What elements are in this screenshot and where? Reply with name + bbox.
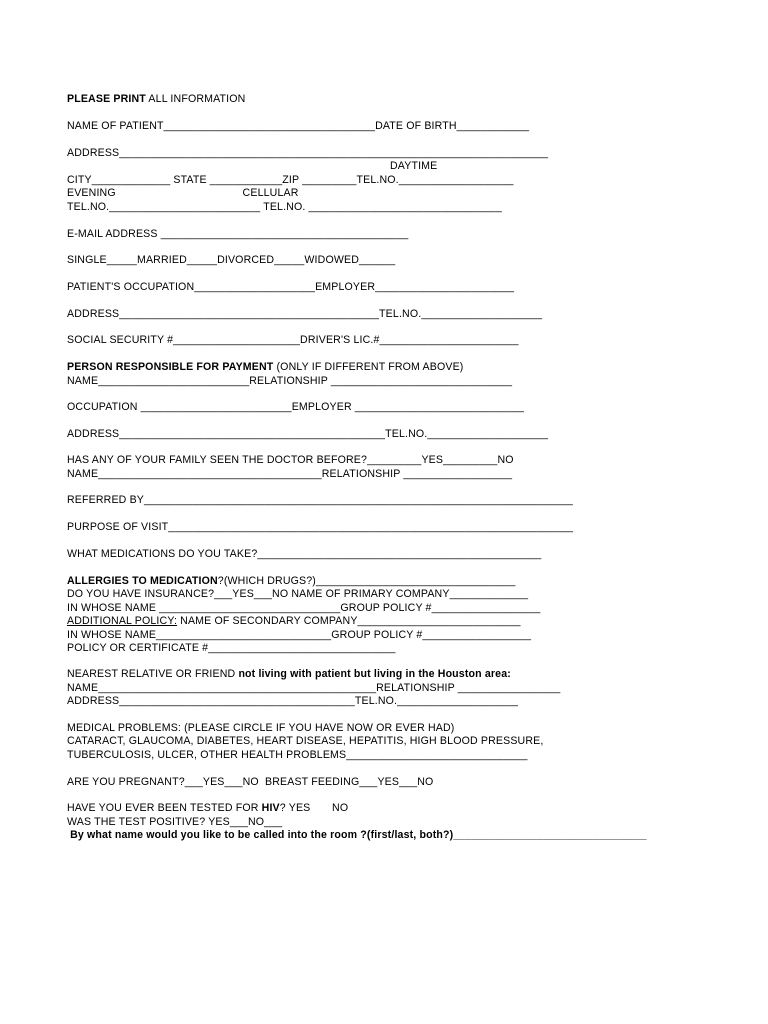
additional-policy-label: ADDITIONAL POLICY:: [67, 615, 178, 627]
allergies-rest-text: ?(WHICH DRUGS?)_________________________________: [217, 575, 516, 587]
ssn-license-field[interactable]: SOCIAL SECURITY #_____________________DRIVER'S LIC.#_______________________: [67, 334, 519, 346]
medical-problems-other-field[interactable]: TUBERCULOSIS, ULCER, OTHER HEALTH PROBLEMS______________________________: [67, 749, 528, 761]
medications-field[interactable]: WHAT MEDICATIONS DO YOU TAKE?_______________________________________________: [67, 548, 542, 560]
hiv-bold-text: HIV: [261, 802, 280, 814]
work-address-field[interactable]: ADDRESS___________________________________________TEL.NO.____________________: [67, 308, 543, 320]
telephone-field[interactable]: TEL.NO._________________________ TEL.NO. ________________________________: [67, 201, 502, 213]
additional-policy-field[interactable]: [67, 615, 521, 628]
evening-cellular-label: EVENING CELLULAR: [67, 187, 299, 199]
insurance-field[interactable]: DO YOU HAVE INSURANCE?___YES___NO NAME OF PRIMARY COMPANY_____________: [67, 588, 529, 600]
allergies-field[interactable]: [67, 575, 515, 588]
relative-bold-text: not living with patient but living in the Houston area:: [238, 668, 511, 680]
relative-plain-text: NEAREST RELATIVE OR FRIEND: [67, 668, 239, 680]
medical-problems-list[interactable]: CATARACT, GLAUCOMA, DIABETES, HEART DISEASE, HEPATITIS, HIGH BLOOD PRESSURE,: [67, 735, 544, 747]
referred-by-field[interactable]: REFERRED BY_______________________________________________________________________: [67, 494, 573, 506]
marital-status-field[interactable]: SINGLE_____MARRIED_____DIVORCED_____WIDOWED______: [67, 254, 396, 266]
medical-problems-heading: MEDICAL PROBLEMS: (PLEASE CIRCLE IF YOU HAVE NOW OR EVER HAD): [67, 722, 455, 734]
responsible-occupation-field[interactable]: OCCUPATION _________________________EMPLOYER ____________________________: [67, 401, 525, 413]
form-header: [67, 93, 245, 106]
hiv-test-field[interactable]: [67, 802, 348, 815]
responsible-rest-text: (ONLY IF DIFFERENT FROM ABOVE): [273, 361, 464, 373]
purpose-of-visit-field[interactable]: PURPOSE OF VISIT___________________________________________________________________: [67, 521, 574, 533]
address-field[interactable]: ADDRESS_______________________________________________________________________: [67, 147, 549, 159]
policy-certificate-field[interactable]: POLICY OR CERTIFICATE #_______________________________: [67, 642, 396, 654]
responsible-name-field[interactable]: NAME_________________________RELATIONSHIP ______________________________: [67, 375, 513, 387]
patient-name-field[interactable]: NAME OF PATIENT___________________________________DATE OF BIRTH____________: [67, 120, 530, 132]
allergies-bold-text: ALLERGIES TO MEDICATION: [67, 575, 218, 587]
header-bold-text: PLEASE PRINT: [67, 93, 146, 105]
relative-name-field[interactable]: NAME______________________________________________RELATIONSHIP _________________: [67, 682, 561, 694]
hiv-after-text: ? YES NO: [279, 802, 349, 814]
primary-whose-name-field[interactable]: IN WHOSE NAME ______________________________GROUP POLICY #__________________: [67, 602, 541, 614]
responsible-party-heading: [67, 361, 463, 374]
test-positive-field[interactable]: WAS THE TEST POSITIVE? YES___NO___: [67, 816, 283, 828]
responsible-address-field[interactable]: ADDRESS____________________________________________TEL.NO.____________________: [67, 428, 549, 440]
email-field[interactable]: E-MAIL ADDRESS _________________________________________: [67, 228, 409, 240]
pregnancy-field[interactable]: ARE YOU PREGNANT?___YES___NO BREAST FEEDING___YES___NO: [67, 776, 434, 788]
city-state-zip-field[interactable]: CITY_____________ STATE ____________ZIP _________TEL.NO.___________________: [67, 174, 514, 186]
daytime-label: DAYTIME: [390, 160, 438, 172]
additional-policy-rest-text: NAME OF SECONDARY COMPANY___________________________: [177, 615, 521, 627]
responsible-bold-text: PERSON RESPONSIBLE FOR PAYMENT: [67, 361, 274, 373]
relative-address-field[interactable]: ADDRESS_______________________________________TEL.NO.____________________: [67, 695, 518, 707]
hiv-before-text: HAVE YOU EVER BEEN TESTED FOR: [67, 802, 262, 814]
secondary-whose-name-field[interactable]: IN WHOSE NAME_____________________________GROUP POLICY #__________________: [67, 629, 532, 641]
family-name-field[interactable]: NAME_____________________________________RELATIONSHIP __________________: [67, 468, 513, 480]
nearest-relative-heading: [67, 668, 511, 681]
preferred-name-field[interactable]: By what name would you like to be called into the room ?(first/last, both?)________________________________: [67, 829, 647, 841]
occupation-field[interactable]: PATIENT'S OCCUPATION____________________EMPLOYER_______________________: [67, 281, 515, 293]
family-seen-field[interactable]: HAS ANY OF YOUR FAMILY SEEN THE DOCTOR BEFORE?_________YES_________NO: [67, 454, 514, 466]
header-rest-text: ALL INFORMATION: [145, 93, 246, 105]
